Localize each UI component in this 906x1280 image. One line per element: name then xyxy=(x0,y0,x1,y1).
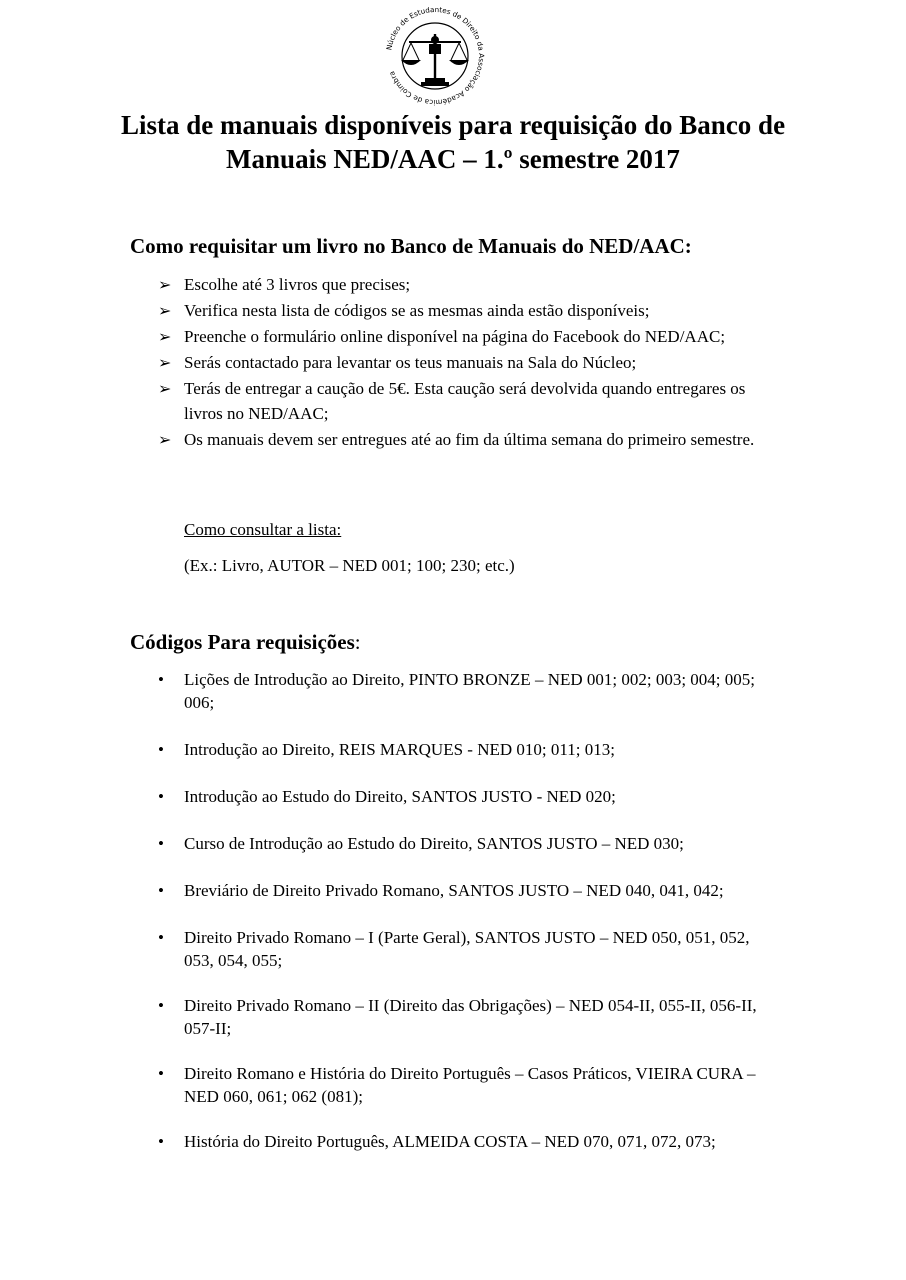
how-to-step: ➢ Terás de entregar a caução de 5€. Esta caução será devolvida quando entregares os livros no NED/AAC; xyxy=(158,376,778,426)
consult-example: (Ex.: Livro, AUTOR – NED 001; 100; 230; etc.) xyxy=(184,556,515,575)
bullet-icon: • xyxy=(158,1132,164,1151)
arrow-bullet-icon: ➢ xyxy=(158,327,172,346)
list-item: • Direito Privado Romano – II (Direito das Obrigações) – NED 054-II, 055-II, 056-II, 057-II; xyxy=(158,996,757,1038)
bullet-icon: • xyxy=(158,928,164,947)
list-item: • Introdução ao Estudo do Direito, SANTOS JUSTO - NED 020; xyxy=(158,787,616,806)
document-title: Lista de manuais disponíveis para requisição do Banco de Manuais NED/AAC – 1.º semestre 2017 xyxy=(120,110,786,174)
list-item: • Direito Romano e História do Direito Português – Casos Práticos, VIEIRA CURA – NED 060, 061; 062 (081); xyxy=(158,1064,756,1106)
how-to-step: ➢ Preenche o formulário online disponível na página do Facebook do NED/AAC; xyxy=(158,324,778,349)
list-item: • Direito Privado Romano – I (Parte Geral), SANTOS JUSTO – NED 050, 051, 052, 053, 054, 055; xyxy=(158,928,750,970)
bullet-icon: • xyxy=(158,787,164,806)
ned-aac-logo xyxy=(383,4,487,108)
how-to-step: ➢ Serás contactado para levantar os teus manuais na Sala do Núcleo; xyxy=(158,350,778,375)
list-item: • Breviário de Direito Privado Romano, SANTOS JUSTO – NED 040, 041, 042; xyxy=(158,881,724,900)
how-to-step: ➢ Verifica nesta lista de códigos se as mesmas ainda estão disponíveis; xyxy=(158,298,778,323)
logo-ring-text: Núcleo de Estudantes de Direito da Associação Académica de Coimbra xyxy=(384,4,487,108)
how-to-steps-list xyxy=(158,272,778,453)
how-to-step: ➢ Os manuais devem ser entregues até ao fim da última semana do primeiro semestre. xyxy=(158,427,778,452)
bullet-icon: • xyxy=(158,881,164,900)
arrow-bullet-icon: ➢ xyxy=(158,379,172,398)
bullet-icon: • xyxy=(158,834,164,853)
arrow-bullet-icon: ➢ xyxy=(158,275,172,294)
bullet-icon: • xyxy=(158,996,164,1015)
arrow-bullet-icon: ➢ xyxy=(158,353,172,372)
list-item: • História do Direito Português, ALMEIDA COSTA – NED 070, 071, 072, 073; xyxy=(158,1132,716,1151)
arrow-bullet-icon: ➢ xyxy=(158,430,172,449)
scales-of-justice-icon xyxy=(383,4,487,108)
list-item: • Lições de Introdução ao Direito, PINTO BRONZE – NED 001; 002; 003; 004; 005; 006; xyxy=(158,670,755,712)
list-item: • Introdução ao Direito, REIS MARQUES - NED 010; 011; 013; xyxy=(158,740,615,759)
codes-list xyxy=(158,668,778,1153)
arrow-bullet-icon: ➢ xyxy=(158,301,172,320)
codes-heading: Códigos Para requisições: xyxy=(130,630,361,654)
consult-label: Como consultar a lista: xyxy=(184,520,342,539)
how-to-heading: Como requisitar um livro no Banco de Manuais do NED/AAC: xyxy=(130,234,692,258)
bullet-icon: • xyxy=(158,670,164,689)
bullet-icon: • xyxy=(158,1064,164,1083)
list-item: • Curso de Introdução ao Estudo do Direito, SANTOS JUSTO – NED 030; xyxy=(158,834,684,853)
bullet-icon: • xyxy=(158,740,164,759)
how-to-step: ➢ Escolhe até 3 livros que precises; xyxy=(158,272,778,297)
